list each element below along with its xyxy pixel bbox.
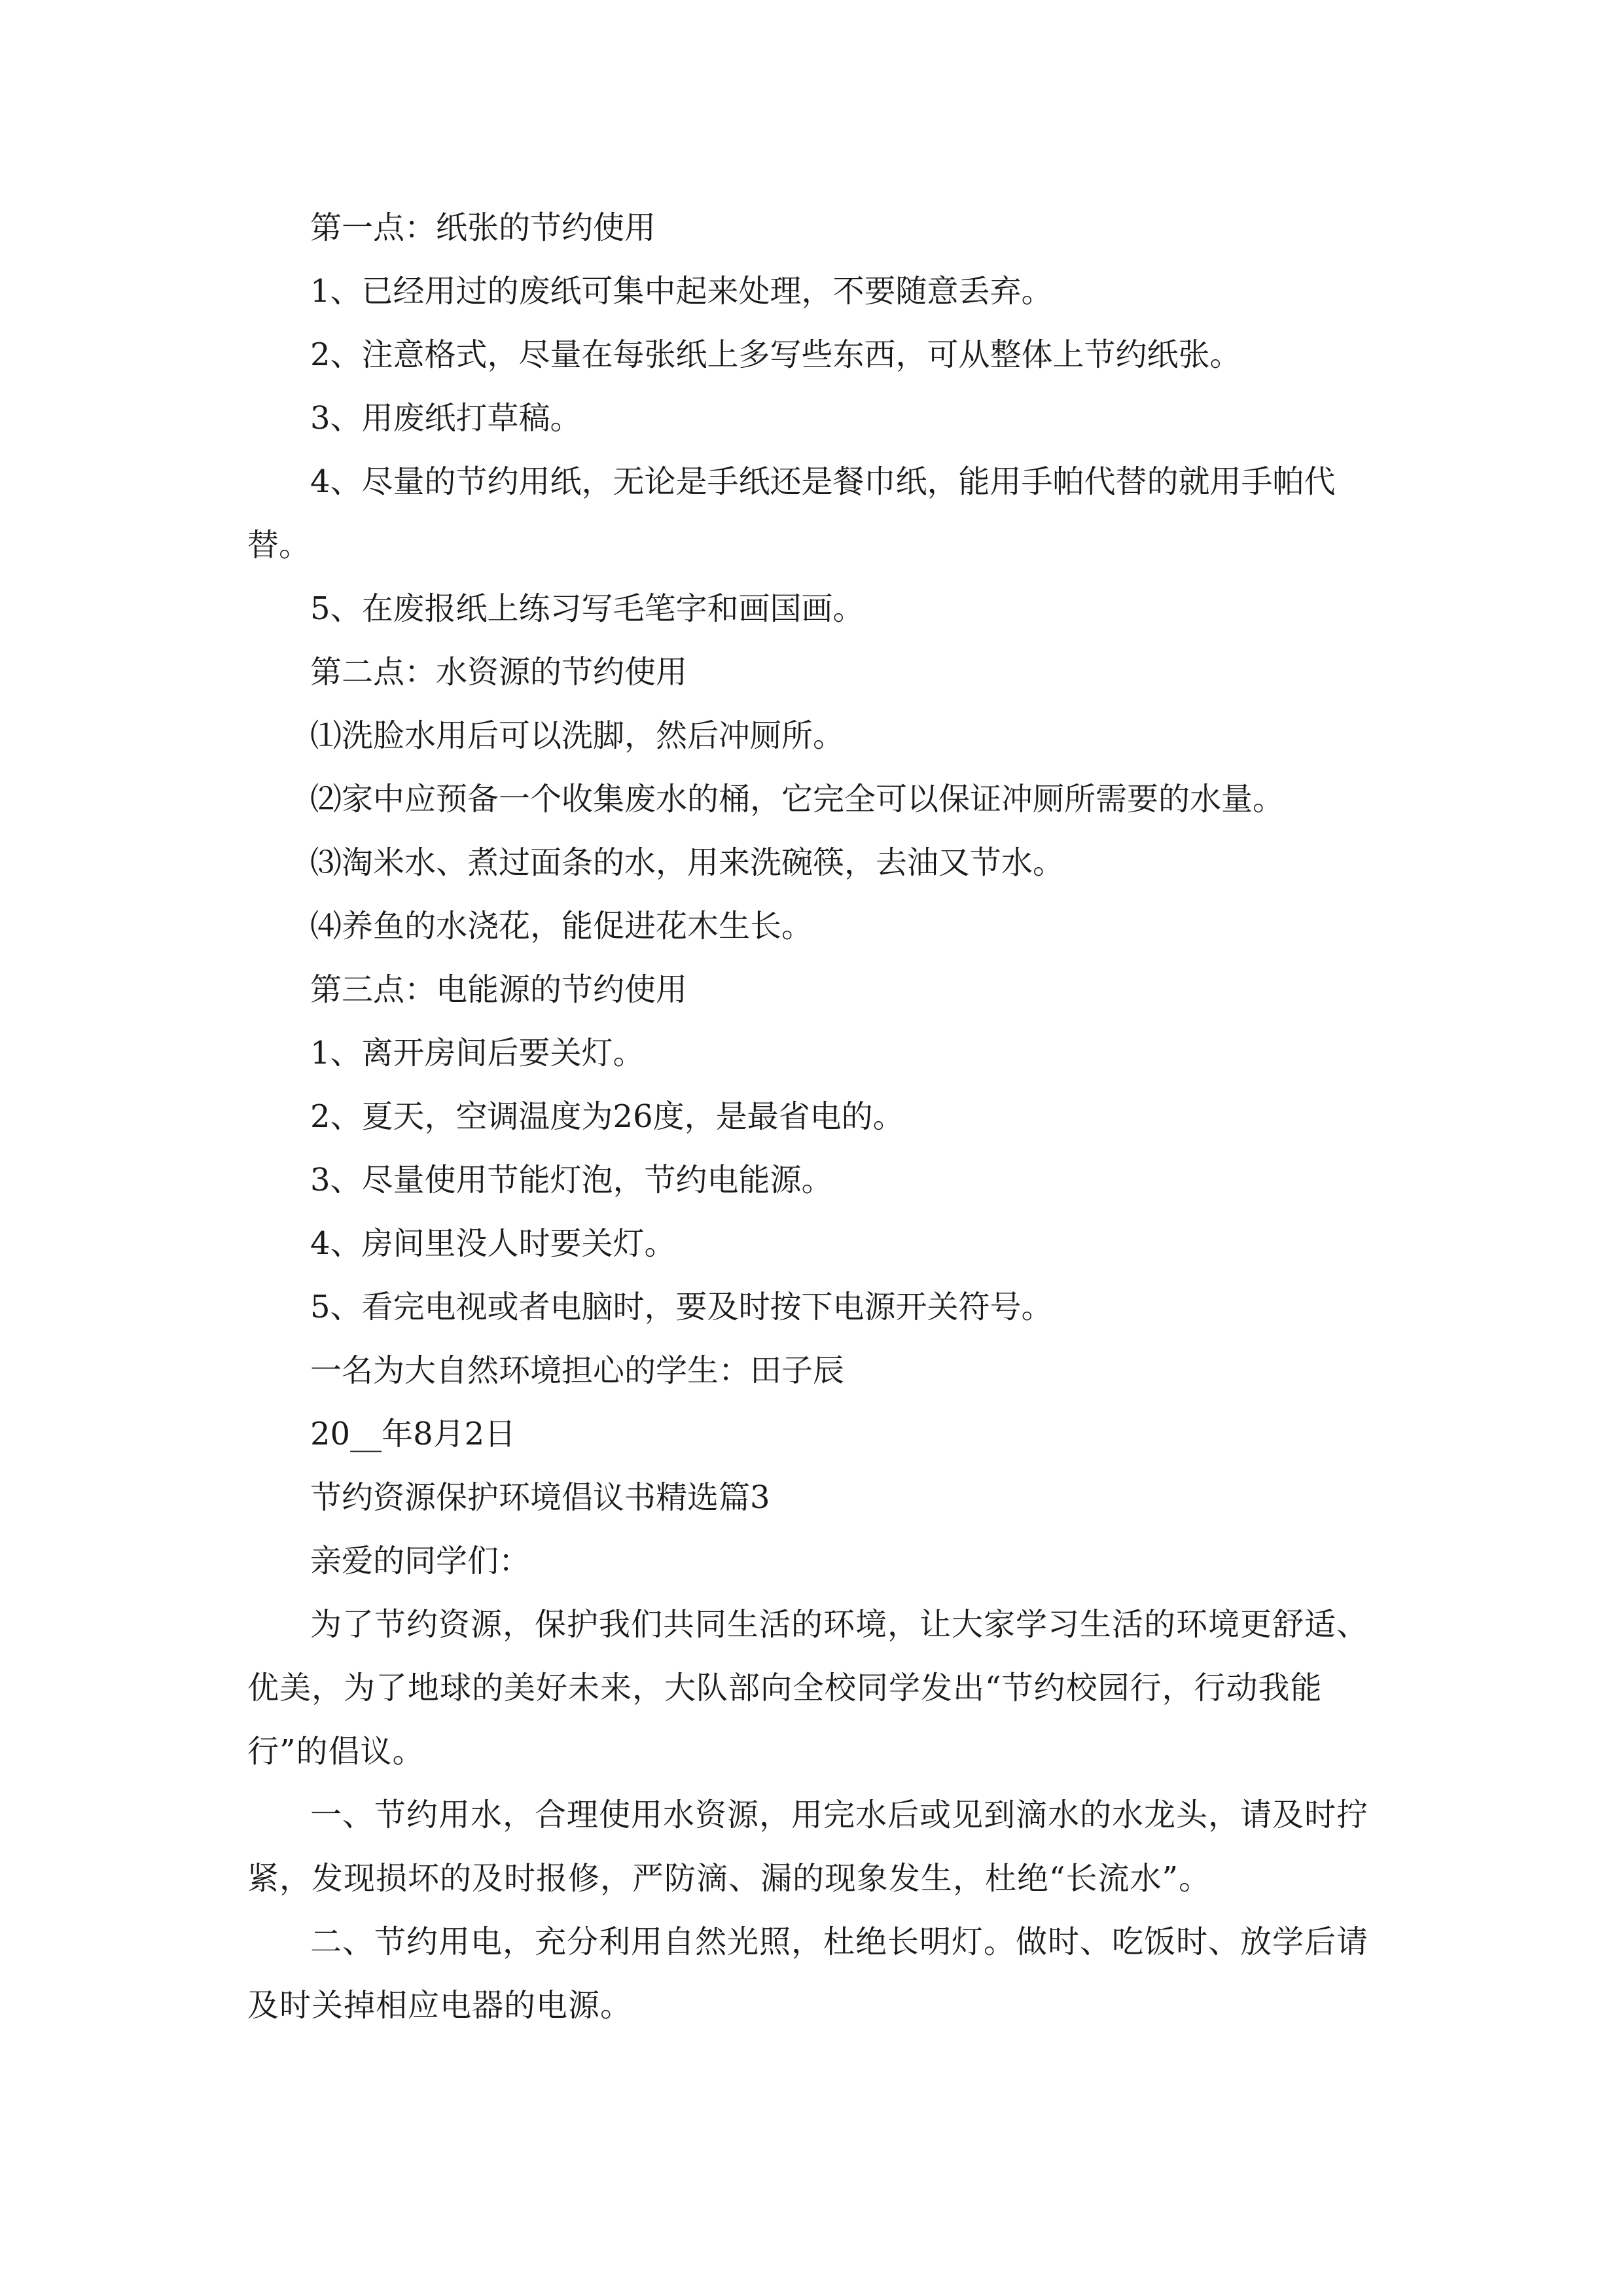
paper-item-2: 2、注意格式，尽量在每张纸上多写些东西，可从整体上节约纸张。 xyxy=(310,336,1241,373)
paper-item-4: 4、尽量的节约用纸，无论是手纸还是餐巾纸，能用手帕代替的就用手帕代替。 xyxy=(247,463,1336,564)
water-item-2: ⑵家中应预备一个收集废水的桶，它完全可以保证冲厕所需要的水量。 xyxy=(310,781,1285,817)
date-line: 20__年8月2日 xyxy=(310,1416,516,1452)
proposal-water: 一、节约用水，合理使用水资源，用完水后或见到滴水的水龙头，请及时拧紧，发现损坏的及时报修，严防滴、漏的现象发生，杜绝“长流水”。 xyxy=(247,1797,1369,1897)
electricity-item-5: 5、看完电视或者电脑时，要及时按下电源开关符号。 xyxy=(310,1289,1053,1325)
signature-line: 一名为大自然环境担心的学生：田子辰 xyxy=(310,1352,845,1389)
electricity-item-3: 3、尽量使用节能灯泡，节约电能源。 xyxy=(310,1162,833,1198)
article-title: 节约资源保护环境倡议书精选篇3 xyxy=(310,1479,770,1516)
electricity-item-1: 1、离开房间后要关灯。 xyxy=(310,1035,645,1071)
document-body xyxy=(247,196,1376,2037)
water-item-1: ⑴洗脸水用后可以洗脚，然后冲厕所。 xyxy=(310,717,845,754)
water-item-4: ⑷养鱼的水浇花，能促进花木生长。 xyxy=(310,908,813,944)
salutation: 亲爱的同学们： xyxy=(310,1543,531,1579)
intro-paragraph: 为了节约资源，保护我们共同生活的环境，让大家学习生活的环境更舒适、优美，为了地球的美好未来，大队部向全校同学发出“节约校园行，行动我能行”的倡议。 xyxy=(247,1606,1369,1770)
paper-item-5: 5、在废报纸上练习写毛笔字和画国画。 xyxy=(310,590,865,627)
paper-item-1: 1、已经用过的废纸可集中起来处理，不要随意丢弃。 xyxy=(310,273,1053,310)
water-item-3: ⑶淘米水、煮过面条的水，用来洗碗筷，去油又节水。 xyxy=(310,844,1065,881)
section-heading-paper: 第一点：纸张的节约使用 xyxy=(310,209,656,246)
electricity-item-4: 4、房间里没人时要关灯。 xyxy=(310,1225,676,1262)
paper-item-3: 3、用废纸打草稿。 xyxy=(310,400,582,437)
section-heading-water: 第二点：水资源的节约使用 xyxy=(310,654,688,691)
section-heading-electricity: 第三点：电能源的节约使用 xyxy=(310,971,688,1008)
proposal-electricity: 二、节约用电，充分利用自然光照，杜绝长明灯。做时、吃饭时、放学后请及时关掉相应电器的电源。 xyxy=(247,1924,1369,2024)
electricity-item-2: 2、夏天，空调温度为26度，是最省电的。 xyxy=(310,1098,904,1135)
